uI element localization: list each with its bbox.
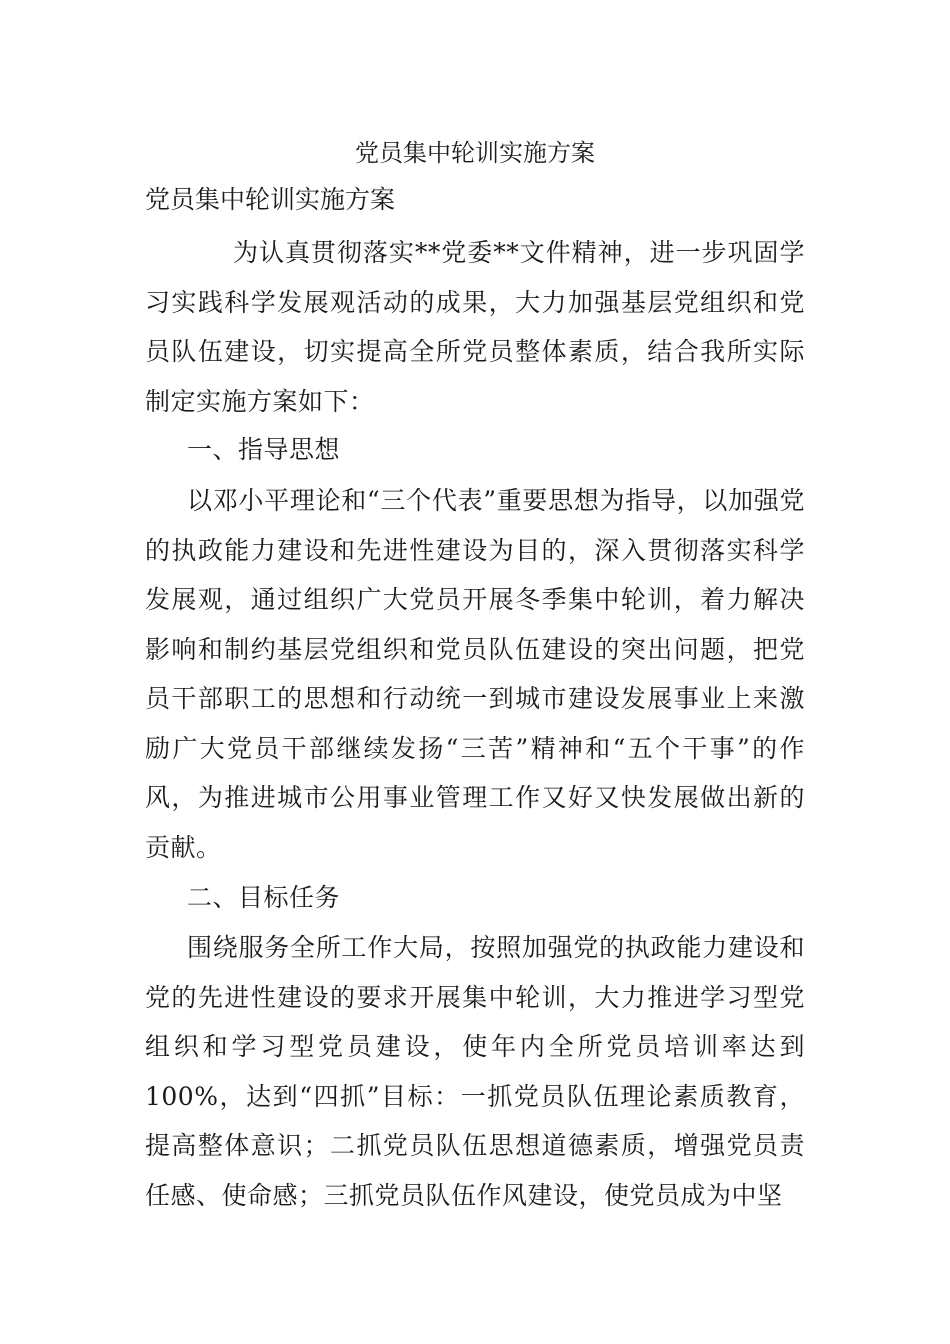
section-heading-guiding-thought: 一、指导思想 — [187, 435, 341, 464]
guiding-thought-paragraph: 以邓小平理论和“三个代表”重要思想为指导，以加强党的执政能力建设和先进性建设为目的，深入贯彻落实科学发展观，通过组织广大党员开展冬季集中轮训，着力解决影响和制约基层党组织和党员队伍建设的突出问题，把党员干部职工的思想和行动统一到城市建设发展事业上来激励广大党员干部继续发扬“三苦”精神和“五个干事”的作风，为推进城市公用事业管理工作又好又快发展做出新的贡献。 — [145, 486, 805, 862]
goals-paragraph: 围绕服务全所工作大局，按照加强党的执政能力建设和党的先进性建设的要求开展集中轮训，大力推进学习型党组织和学习型党员建设，使年内全所党员培训率达到100%，达到“四抓”目标：一抓党员队伍理论素质教育，提高整体意识；二抓党员队伍思想道德素质，增强党员责任感、使命感；三抓党员队伍作风建设，使党员成为中坚 — [145, 933, 805, 1210]
intro-paragraph: 为认真贯彻落实**党委**文件精神，进一步巩固学习实践科学发展观活动的成果，大力加强基层党组织和党员队伍建设，切实提高全所党员整体素质，结合我所实际制定实施方案如下： — [145, 238, 805, 416]
document-subtitle: 党员集中轮训实施方案 — [145, 185, 396, 214]
section-heading-goals: 二、目标任务 — [187, 883, 341, 912]
document-title: 党员集中轮训实施方案 — [355, 139, 595, 167]
